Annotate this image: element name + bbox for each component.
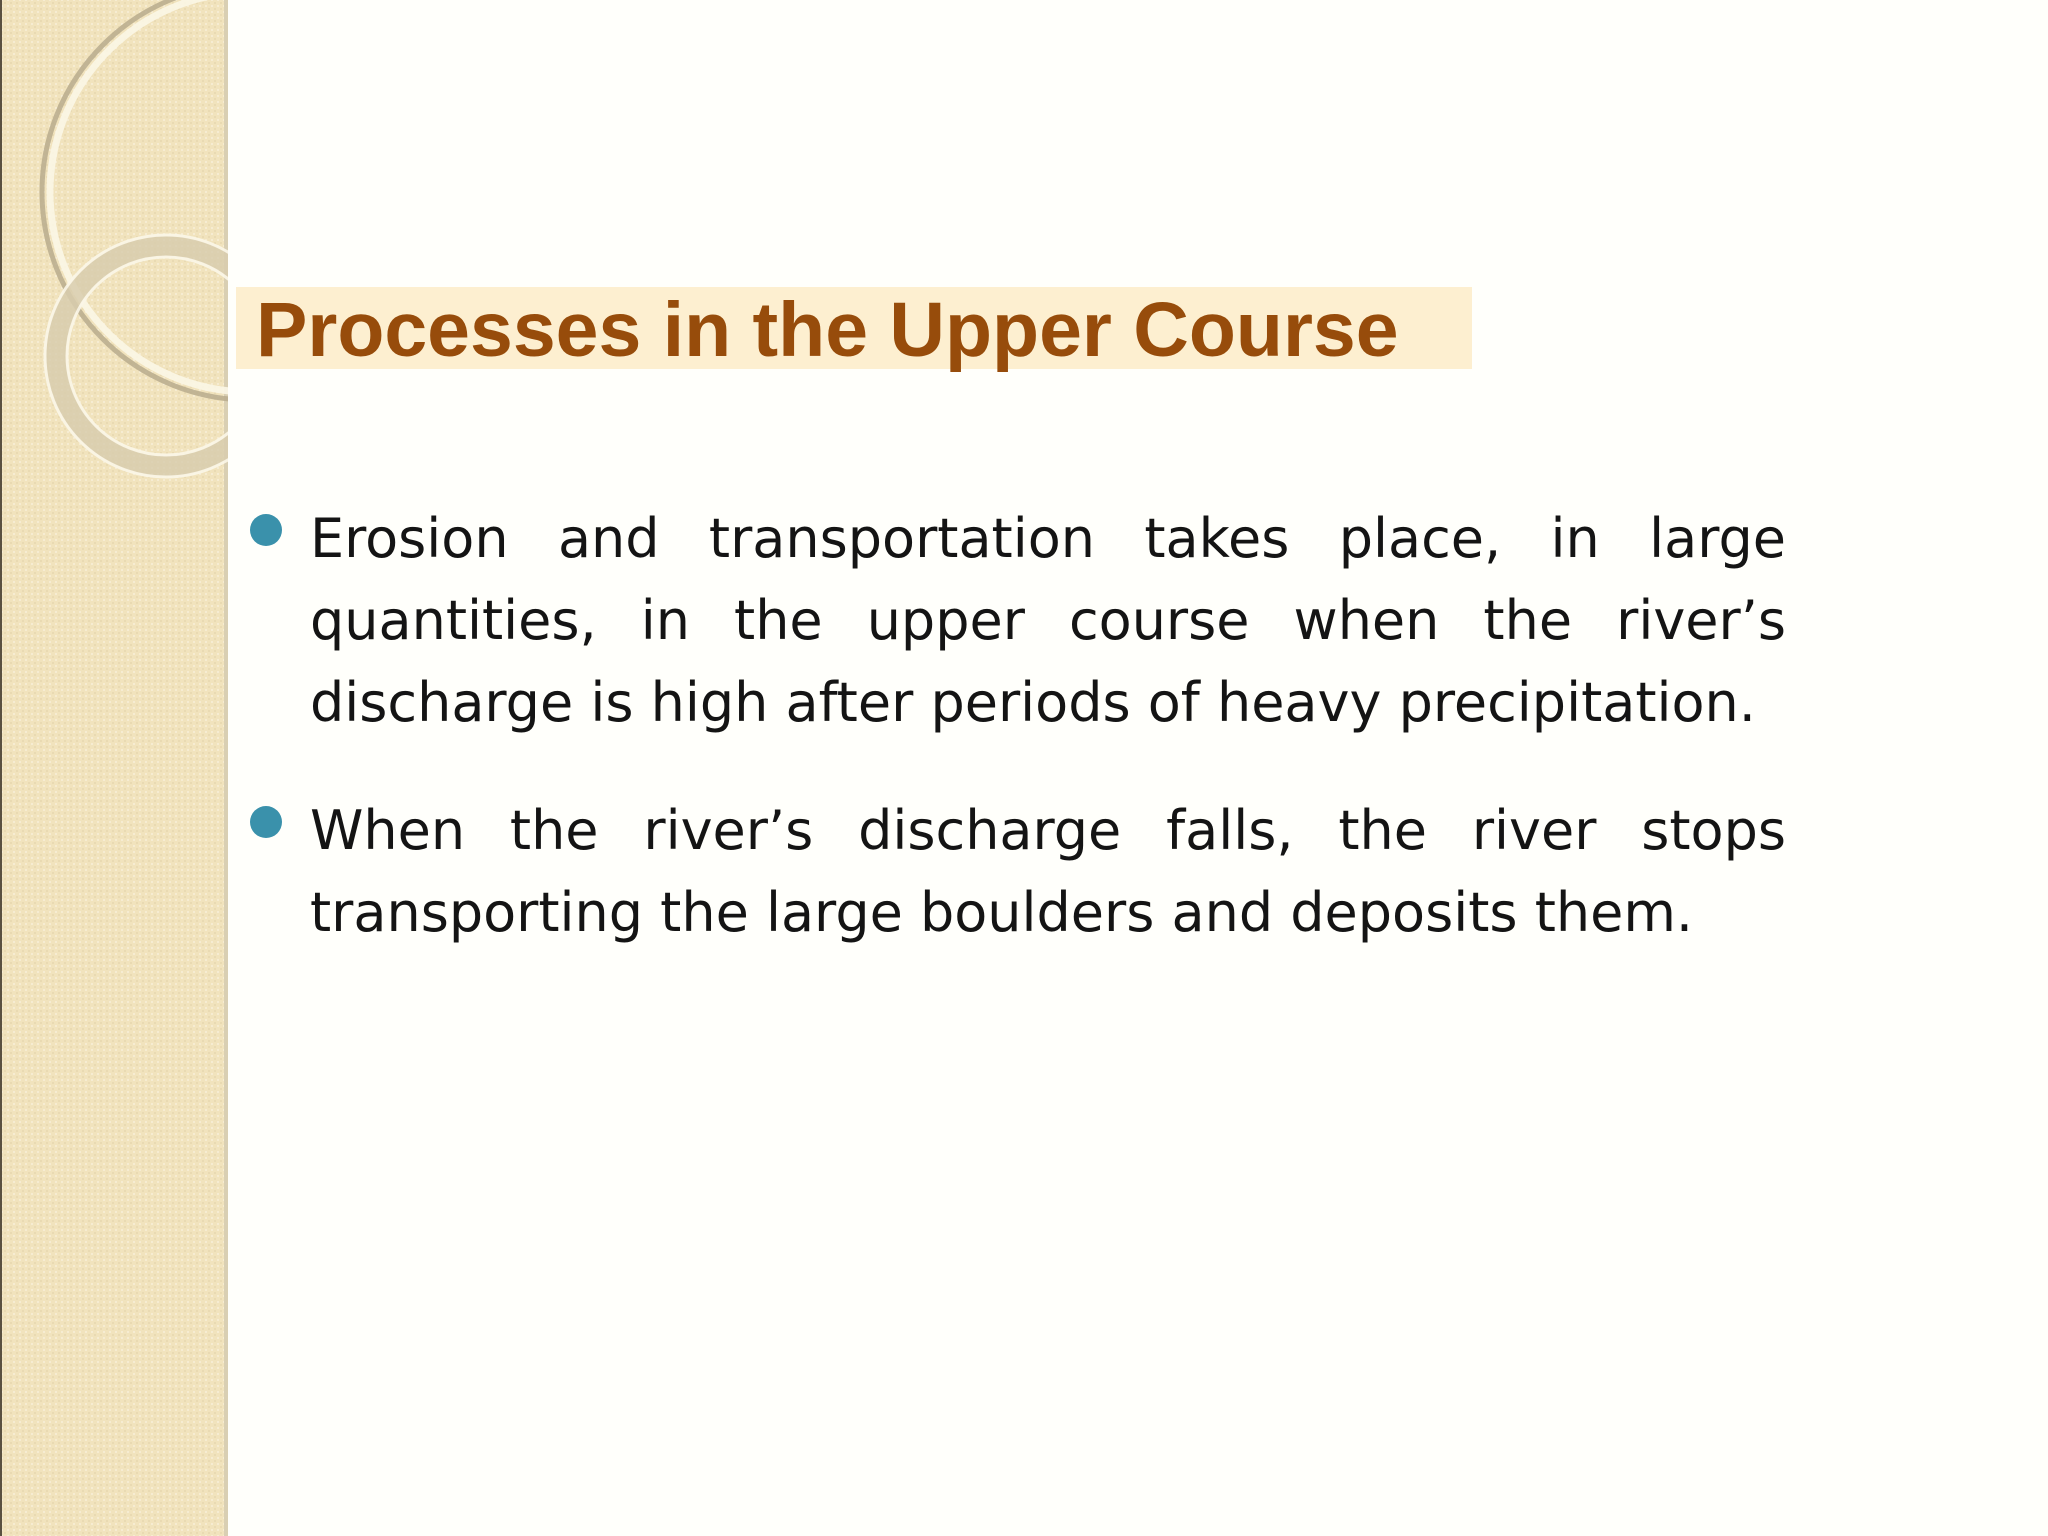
decorative-rings-icon (0, 0, 228, 520)
bullet-text: When the river’s discharge falls, the river stops transporting the large boulders and deposits them. (310, 799, 1786, 944)
bullet-text: Erosion and transportation takes place, in large quantities, in the upper course when the river’s discharge is high after periods of heavy precipitation. (310, 507, 1786, 734)
bullet-dot-icon (250, 514, 282, 546)
bullet-dot-icon (250, 806, 282, 838)
bullet-item (250, 498, 1786, 744)
bullet-item (250, 790, 1786, 954)
slide-title: Processes in the Upper Course (256, 287, 1399, 373)
bullet-list (250, 498, 1786, 1000)
